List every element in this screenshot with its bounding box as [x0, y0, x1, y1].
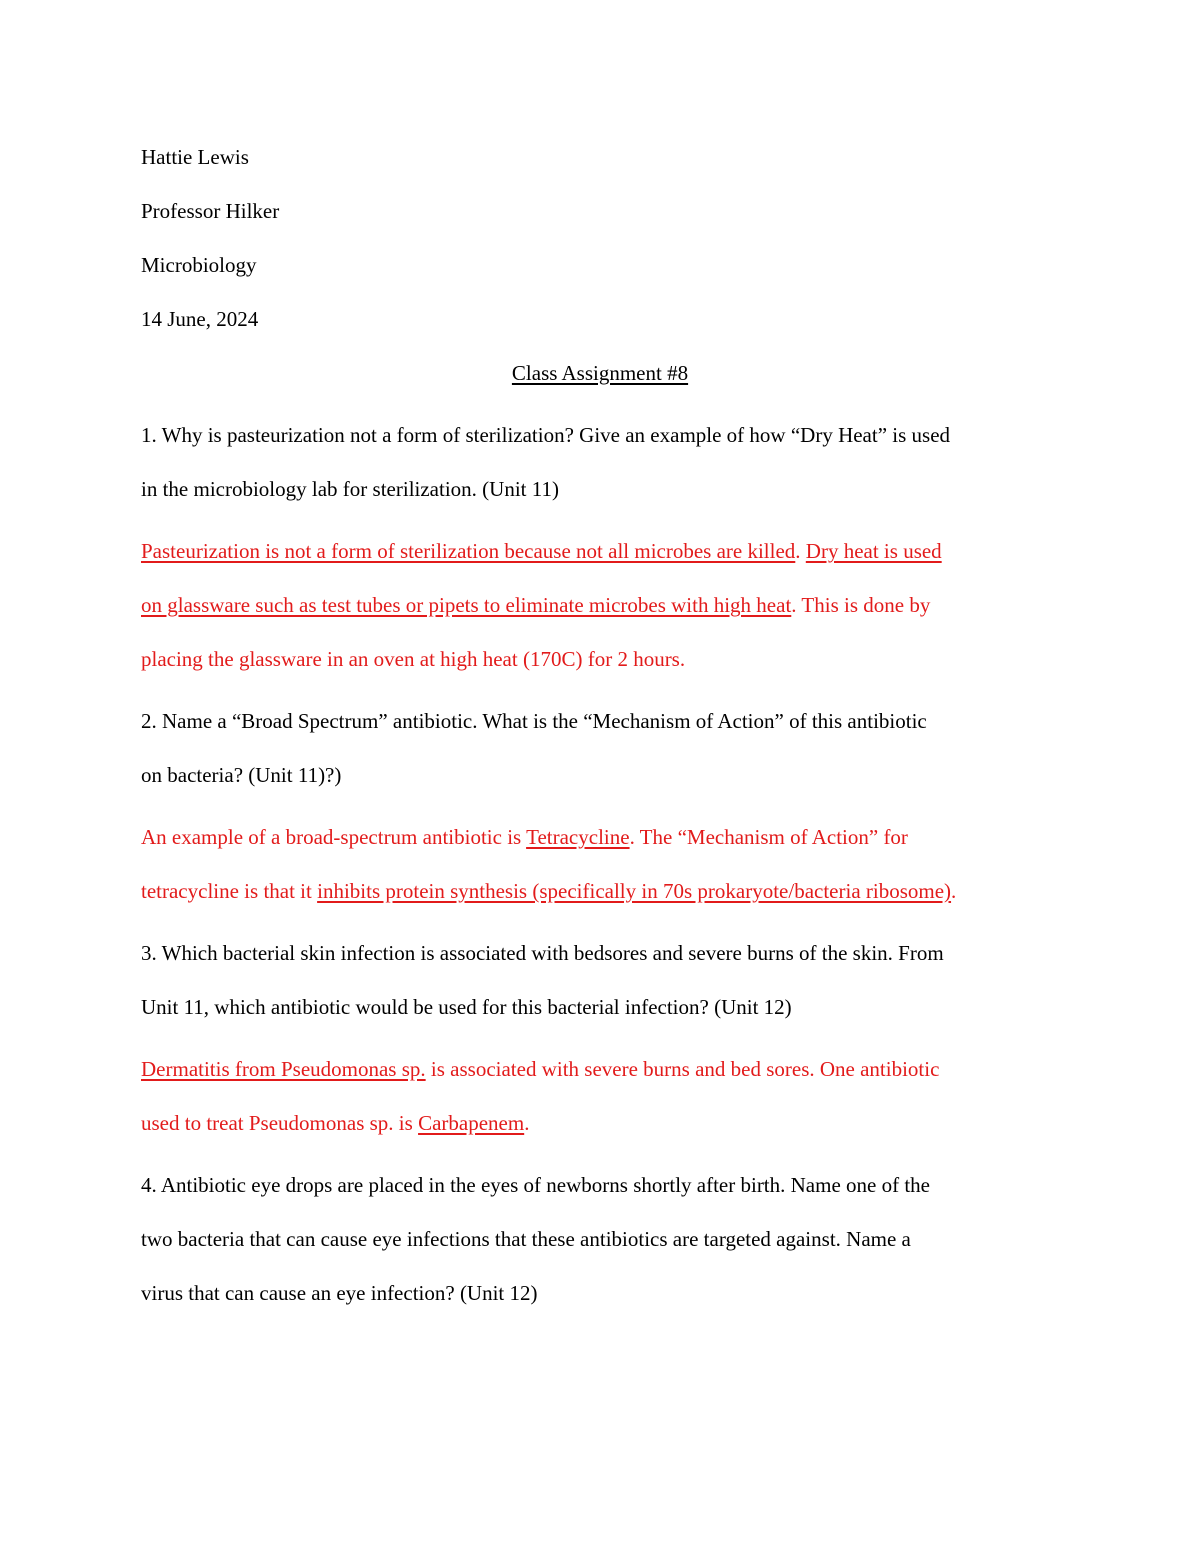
question-4-line-1: 4. Antibiotic eye drops are placed in the eyes of newborns shortly after birth. Name one of the: [141, 1173, 931, 1197]
answer-1-text-b: . This is done by: [791, 593, 931, 617]
answer-3-text-c: .: [524, 1111, 530, 1135]
answer-1-line-2: [141, 591, 930, 619]
question-3-line-1: 3. Which bacterial skin infection is associated with bedsores and severe burns of the skin. From: [141, 941, 944, 965]
answer-1-line-3: placing the glassware in an oven at high heat (170C) for 2 hours.: [141, 647, 686, 671]
answer-2-underline-a: Tetracycline: [526, 825, 630, 849]
student-name: Hattie Lewis: [141, 145, 249, 169]
answer-1-underline-c: on glassware such as test tubes or pipets to eliminate microbes with high heat: [141, 593, 792, 617]
answer-3-underline-a: Dermatitis from Pseudomonas sp.: [141, 1057, 426, 1081]
answer-3-line-1: [141, 1055, 939, 1083]
professor-name: Professor Hilker: [141, 199, 280, 223]
course-name: Microbiology: [141, 253, 257, 277]
answer-2-text-a: An example of a broad-spectrum antibiotic is: [141, 825, 527, 849]
assignment-title: Class Assignment #8: [511, 361, 689, 385]
answer-1-underline-b: Dry heat is used: [805, 539, 942, 563]
answer-1-line-1: [141, 537, 942, 565]
answer-2-underline-b: inhibits protein synthesis (specifically in 70s prokaryote/bacteria ribosome): [317, 879, 952, 903]
answer-2-text-d: .: [951, 879, 957, 903]
answer-3-underline-b: Carbapenem: [418, 1111, 525, 1135]
question-2-line-1: 2. Name a “Broad Spectrum” antibiotic. What is the “Mechanism of Action” of this antibiotic: [141, 709, 927, 733]
answer-3-line-2: [141, 1109, 529, 1137]
question-2-line-2: on bacteria? (Unit 11)?): [141, 763, 342, 787]
answer-2-line-2: [141, 877, 956, 905]
answer-2-line-1: [141, 823, 908, 851]
question-4-line-3: virus that can cause an eye infection? (Unit 12): [141, 1281, 538, 1305]
assignment-title-row: [0, 359, 1200, 387]
answer-3-text-b: used to treat Pseudomonas sp. is: [141, 1111, 419, 1135]
answer-3-text-a: is associated with severe burns and bed sores. One antibiotic: [425, 1057, 940, 1081]
answer-2-text-c: tetracycline is that it: [141, 879, 318, 903]
assignment-date: 14 June, 2024: [141, 307, 259, 331]
question-4-line-2: two bacteria that can cause eye infections that these antibiotics are targeted against. Name a: [141, 1227, 911, 1251]
question-3-line-2: Unit 11, which antibiotic would be used for this bacterial infection? (Unit 12): [141, 995, 792, 1019]
answer-1-underline-a: Pasteurization is not a form of sterilization because not all microbes are killed: [141, 539, 796, 563]
question-1-line-1: 1. Why is pasteurization not a form of sterilization? Give an example of how “Dry Heat” is used: [141, 423, 951, 447]
answer-1-text-a: .: [795, 539, 806, 563]
answer-2-text-b: . The “Mechanism of Action” for: [629, 825, 908, 849]
question-1-line-2: in the microbiology lab for sterilization. (Unit 11): [141, 477, 559, 501]
